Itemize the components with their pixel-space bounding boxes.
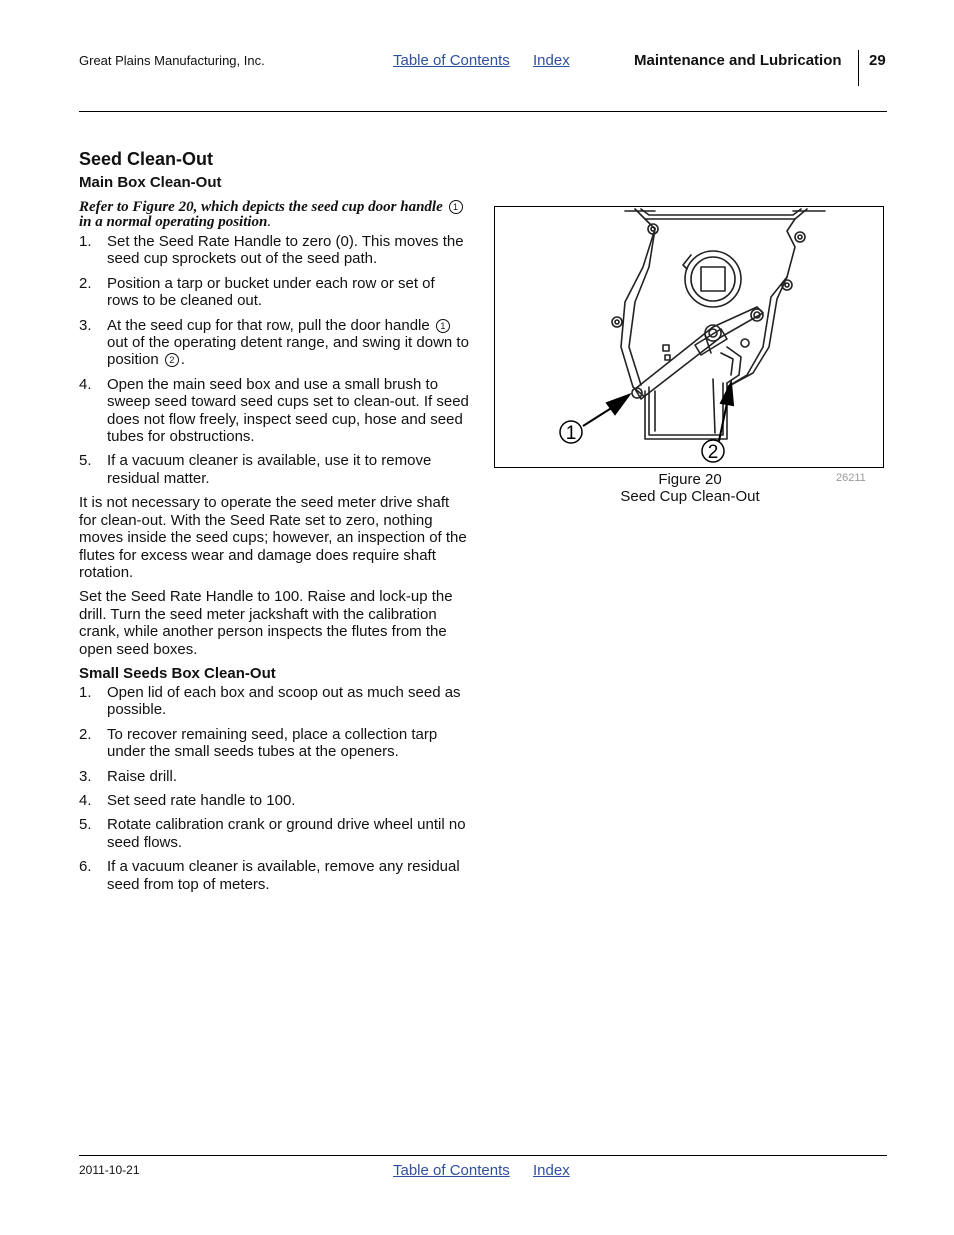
list-item bbox=[79, 376, 469, 446]
step-text: Set seed rate handle to 100. bbox=[107, 791, 296, 809]
step-number: 5. bbox=[79, 816, 92, 834]
list-item bbox=[79, 816, 469, 851]
text-column bbox=[79, 148, 469, 900]
step-text: If a vacuum cleaner is available, remove any residual seed from top of meters. bbox=[107, 858, 460, 893]
step-number: 2. bbox=[79, 725, 92, 743]
list-item bbox=[79, 768, 469, 785]
intro-period: . bbox=[267, 214, 272, 230]
page-number: 29 bbox=[869, 52, 886, 69]
revision-date: 2011-10-21 bbox=[79, 1163, 140, 1177]
step-number: 3. bbox=[79, 316, 92, 334]
paragraph: It is not necessary to operate the seed meter drive shaft for clean-out. With the Seed Rate set to zero, nothing moves inside the seed cups; however, an inspection of the flutes for excess wear and damage does require shaft rotation. bbox=[79, 494, 467, 581]
figure-label: Figure 20 bbox=[658, 471, 722, 488]
step-text: Set the Seed Rate Handle to zero (0). This moves the seed cup sprockets out of the seed path. bbox=[107, 233, 464, 268]
callout-1-label: 1 bbox=[565, 423, 577, 444]
page-heading: Seed Clean-Out bbox=[79, 149, 214, 169]
list-item bbox=[79, 726, 469, 761]
small-steps-list bbox=[79, 684, 469, 893]
step-number: 1. bbox=[79, 233, 92, 250]
list-item bbox=[79, 275, 469, 310]
figure-number: 26211 bbox=[836, 472, 866, 484]
step-number: 4. bbox=[79, 791, 92, 809]
callout-marker: 2 bbox=[165, 353, 179, 367]
main-box-heading: Main Box Clean-Out bbox=[79, 174, 222, 191]
step-text: out of the operating detent range, and swing it down to position bbox=[107, 334, 469, 369]
list-item bbox=[79, 684, 469, 719]
step-text: Position a tarp or bucket under each row or set of rows to be cleaned out. bbox=[107, 274, 435, 310]
callout-2-label: 2 bbox=[707, 442, 719, 463]
step-text: Raise drill. bbox=[107, 767, 178, 785]
index-link[interactable]: Index bbox=[533, 52, 570, 69]
callout-marker: 1 bbox=[436, 319, 450, 333]
callout-marker: 1 bbox=[449, 200, 463, 214]
step-number: 6. bbox=[79, 858, 92, 876]
step-text: Open lid of each box and scoop out as much seed as possible. bbox=[107, 683, 461, 719]
step-text: To recover remaining seed, place a collection tarp under the small seeds tubes at the openers. bbox=[107, 725, 438, 761]
footer-rule bbox=[79, 1155, 887, 1156]
figure-caption bbox=[600, 471, 780, 505]
table-of-contents-link[interactable]: Table of Contents bbox=[393, 52, 510, 69]
list-item bbox=[79, 452, 469, 487]
step-number: 4. bbox=[79, 375, 92, 393]
list-item bbox=[79, 233, 469, 268]
step-text: Rotate calibration crank or ground drive wheel until no seed flows. bbox=[107, 816, 466, 851]
intro-text-2: in a normal operating position bbox=[79, 214, 268, 230]
footer-table-of-contents-link[interactable]: Table of Contents bbox=[393, 1162, 510, 1179]
header-divider bbox=[858, 50, 859, 86]
step-number: 2. bbox=[79, 274, 92, 292]
intro-note bbox=[79, 200, 469, 230]
header-rule bbox=[79, 111, 887, 112]
list-item bbox=[79, 317, 469, 369]
step-text: . bbox=[180, 351, 186, 369]
step-number: 5. bbox=[79, 452, 92, 470]
company-name: Great Plains Manufacturing, Inc. bbox=[79, 53, 265, 68]
intro-text: Refer to Figure 20, which depicts the seed cup door handle bbox=[79, 199, 443, 215]
paragraph: Set the Seed Rate Handle to 100. Raise and lock-up the drill. Turn the seed meter jackshaft with the calibration crank, while another person inspects the flutes from the open seed boxes. bbox=[79, 588, 453, 658]
list-item bbox=[79, 792, 469, 809]
figure-title: Seed Cup Clean-Out bbox=[620, 488, 760, 505]
seed-cup-illustration bbox=[495, 207, 884, 468]
step-number: 3. bbox=[79, 767, 92, 785]
footer-index-link[interactable]: Index bbox=[533, 1162, 570, 1179]
small-seeds-heading: Small Seeds Box Clean-Out bbox=[79, 664, 276, 682]
figure-frame bbox=[494, 206, 884, 468]
main-steps-list bbox=[79, 233, 469, 487]
list-item bbox=[79, 858, 469, 893]
step-text: If a vacuum cleaner is available, use it to remove residual matter. bbox=[107, 452, 432, 487]
step-text: At the seed cup for that row, pull the door handle bbox=[107, 316, 430, 334]
step-text: Open the main seed box and use a small brush to sweep seed toward seed cups set to clean-out. If seed does not flow freely, inspect seed cup, hose and seed tubes for obstructions. bbox=[107, 375, 469, 446]
step-number: 1. bbox=[79, 683, 92, 701]
section-title: Maintenance and Lubrication bbox=[634, 52, 842, 69]
